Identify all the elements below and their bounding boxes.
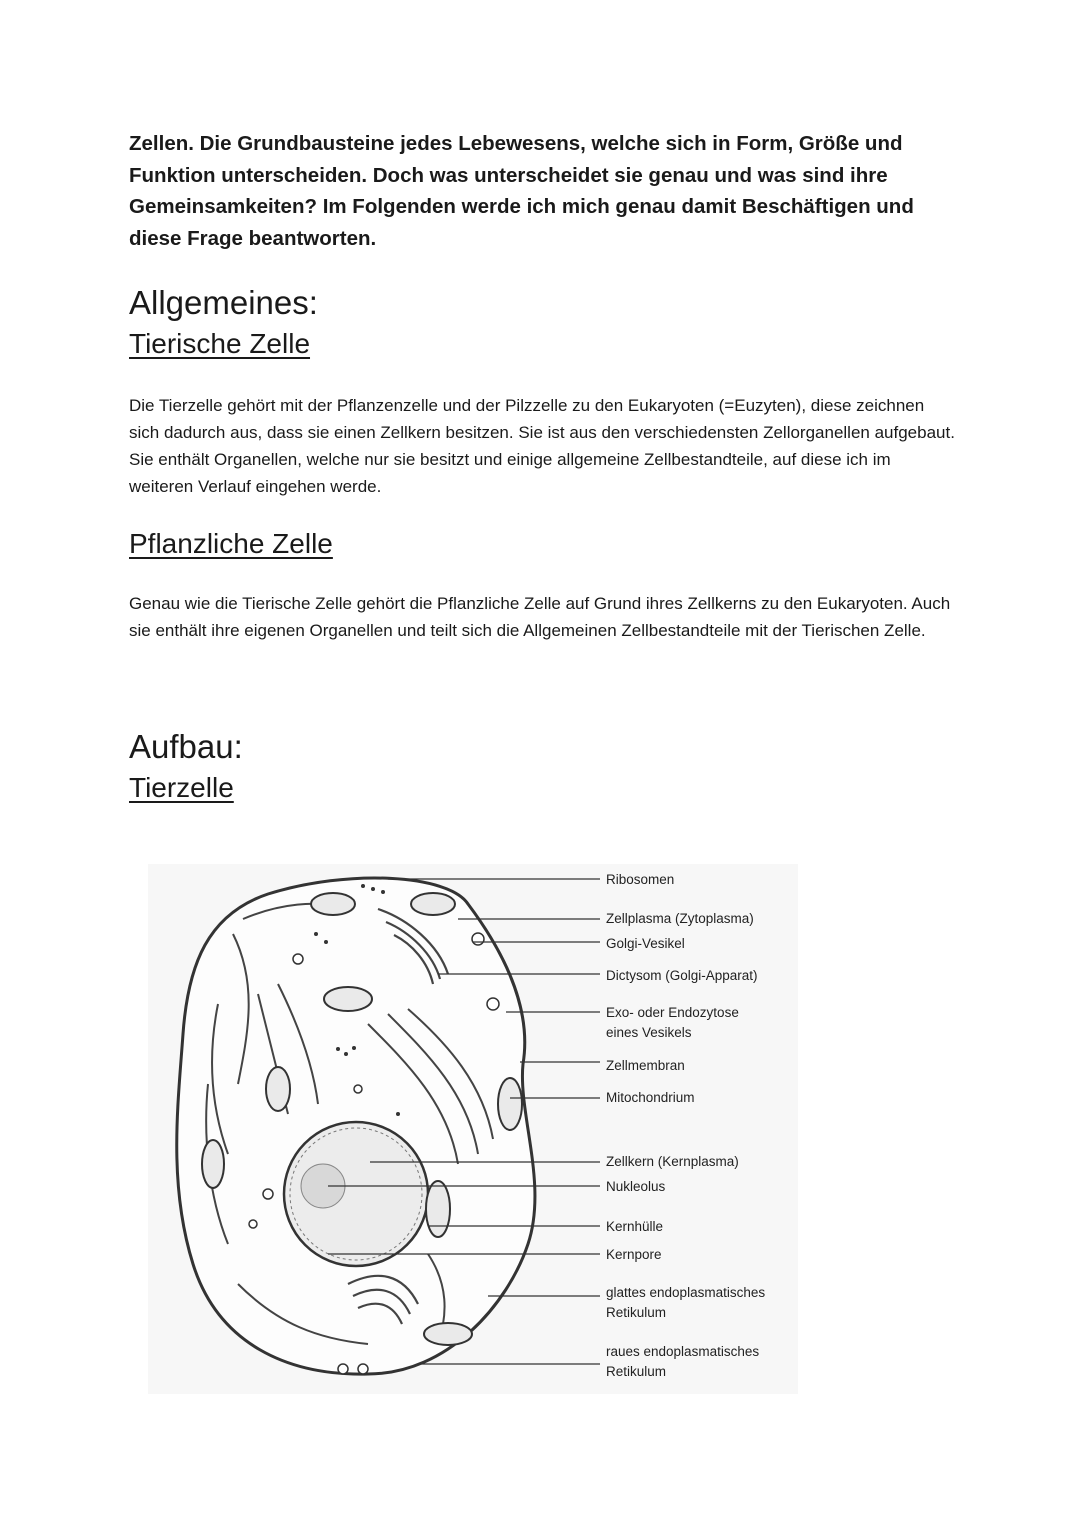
paragraph-pflanzliche-zelle: Genau wie die Tierische Zelle gehört die Pflanzliche Zelle auf Grund ihres Zellkerns zu den Eukaryoten. Auch sie enthält ihre eigenen Organellen und teilt sich die Allgemeinen Zellbestandteile mit der Tierischen Zelle. (129, 594, 951, 640)
label-exo-line1: Exo- oder Endozytose (606, 1005, 739, 1020)
label-raues-line2: Retikulum (606, 1364, 667, 1379)
label-nukleolus: Nukleolus (606, 1179, 666, 1194)
label-glattes-line2: Retikulum (606, 1305, 667, 1320)
label-zellmembran: Zellmembran (606, 1058, 685, 1073)
intro-paragraph: Zellen. Die Grundbausteine jedes Lebewesens, welche sich in Form, Größe und Funktion unterscheiden. Doch was unterscheidet sie genau und was sind ihre Gemeinsamkeiten? Im Folgenden werde ich mich genau damit Beschäftigen und diese Frage beantworten. (129, 132, 914, 250)
heading-tierzelle: Tierzelle (129, 772, 234, 803)
paragraph-tierische-zelle: Die Tierzelle gehört mit der Pflanzenzelle und der Pilzzelle zu den Eukaryoten (=Euzyten), diese zeichnen sich dadurch aus, dass sie einen Zellkern besitzen. Sie ist aus den verschiedensten Zellorganellen aufgebaut. Sie enthält Organellen, welche nur sie besitzt und einige allgemeine Zellbestandteile, auf diese ich im weiteren Verlauf eingehen werde. (129, 396, 955, 496)
heading-aufbau: Aufbau: (129, 728, 243, 765)
label-golgi-vesikel: Golgi-Vesikel (606, 936, 685, 951)
label-kernpore: Kernpore (606, 1247, 662, 1262)
label-ribosomen: Ribosomen (606, 872, 675, 887)
label-dictysom: Dictysom (Golgi-Apparat) (606, 968, 758, 983)
heading-tierische-zelle: Tierische Zelle (129, 328, 311, 359)
animal-cell-diagram (148, 864, 798, 1394)
label-zellplasma: Zellplasma (Zytoplasma) (606, 911, 754, 926)
label-kernhuelle: Kernhülle (606, 1219, 664, 1234)
label-zellkern: Zellkern (Kernplasma) (606, 1154, 739, 1169)
label-glattes-line1: glattes endoplasmatisches (606, 1285, 766, 1300)
label-raues-line1: raues endoplasmatisches (606, 1344, 760, 1359)
heading-pflanzliche-zelle: Pflanzliche Zelle (129, 528, 333, 559)
label-exo-line2: eines Vesikels (606, 1025, 692, 1040)
heading-allgemeines: Allgemeines: (129, 284, 318, 321)
label-mitochondrium: Mitochondrium (606, 1090, 695, 1105)
